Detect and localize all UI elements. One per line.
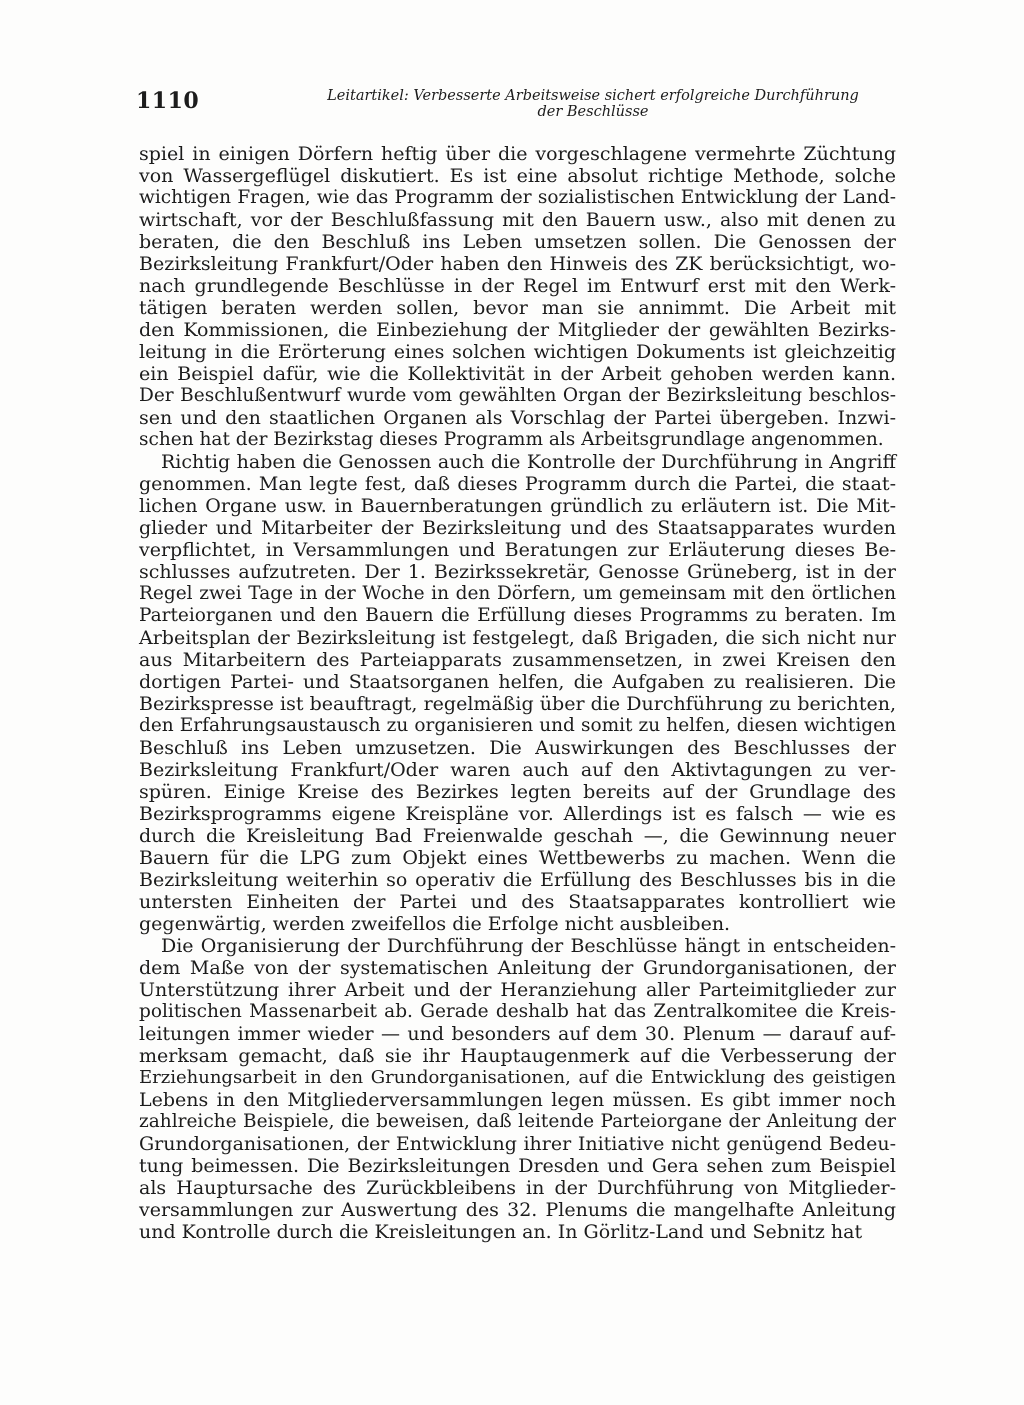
text-line: schlusses aufzutreten. Der 1. Bezirkssekretär, Genosse Grüneberg, ist in der	[139, 561, 896, 583]
text-line: merksam gemacht, daß sie ihr Hauptaugenmerk auf die Verbesserung der	[139, 1045, 896, 1067]
text-line: Bezirksleitung weiterhin so operativ die Erfüllung des Beschlusses bis in die	[139, 869, 896, 891]
running-head	[290, 88, 896, 120]
text-line: Beschluß ins Leben umzusetzen. Die Auswirkungen des Beschlusses der	[139, 737, 896, 759]
text-line: glieder und Mitarbeiter der Bezirksleitung und des Staatsapparates wurden	[139, 517, 896, 539]
text-line: untersten Einheiten der Partei und des Staatsapparates kontrolliert wie	[139, 891, 896, 913]
text-line: dortigen Partei- und Staatsorganen helfen, die Aufgaben zu realisieren. Die	[139, 671, 896, 693]
text-line: durch die Kreisleitung Bad Freienwalde geschah —, die Gewinnung neuer	[139, 825, 896, 847]
text-line: versammlungen zur Auswertung des 32. Plenums die mangelhafte Anleitung	[139, 1199, 896, 1221]
text-line: sen und den staatlichen Organen als Vorschlag der Partei übergeben. Inzwi-	[139, 407, 896, 429]
paragraph	[139, 451, 896, 935]
text-line: zahlreiche Beispiele, die beweisen, daß leitende Parteiorgane der Anleitung der	[139, 1111, 896, 1132]
text-line: Bezirkspresse ist beauftragt, regelmäßig über die Durchführung zu berichten,	[139, 693, 896, 715]
text-line: leitung in die Erörterung eines solchen wichtigen Dokuments ist gleichzeitig	[139, 341, 896, 363]
text-line: Grundorganisationen, der Entwicklung ihrer Initiative nicht genügend Bedeu-	[139, 1133, 896, 1155]
text-line: spiel in einigen Dörfern heftig über die vorgeschlagene vermehrte Züchtung	[139, 143, 896, 165]
text-line: Lebens in den Mitgliederversammlungen legen müssen. Es gibt immer noch	[139, 1089, 896, 1111]
text-line: aus Mitarbeitern des Parteiapparats zusammensetzen, in zwei Kreisen den	[139, 649, 896, 671]
paragraph	[139, 935, 896, 1243]
paragraph	[139, 143, 896, 451]
text-line: spüren. Einige Kreise des Bezirkes legten bereits auf der Grundlage des	[139, 781, 896, 803]
text-line: Bezirksleitung Frankfurt/Oder haben den Hinweis des ZK berücksichtigt, wo-	[139, 253, 896, 275]
text-line: nach grundlegende Beschlüsse in der Regel im Entwurf erst mit den Werk-	[139, 275, 896, 297]
text-line: leitungen immer wieder — und besonders auf dem 30. Plenum — darauf auf-	[139, 1023, 896, 1045]
text-line: tätigen beraten werden sollen, bevor man sie annimmt. Die Arbeit mit	[139, 297, 896, 319]
text-line: gegenwärtig, werden zweifellos die Erfolge nicht ausbleiben.	[139, 913, 731, 935]
text-line: Regel zwei Tage in der Woche in den Dörfern, um gemeinsam mit den örtlichen	[139, 583, 896, 604]
text-line: ein Beispiel dafür, wie die Kollektivität in der Arbeit gehoben werden kann.	[139, 363, 896, 385]
text-line: verpflichtet, in Versammlungen und Beratungen zur Erläuterung dieses Be-	[139, 539, 896, 561]
text-line: Erziehungsarbeit in den Grundorganisationen, auf die Entwicklung des geistigen	[139, 1067, 896, 1088]
text-line: Unterstützung ihrer Arbeit und der Heranziehung aller Parteimitglieder zur	[139, 979, 896, 1001]
text-line: Arbeitsplan der Bezirksleitung ist festgelegt, daß Brigaden, die sich nicht nur	[139, 627, 896, 649]
text-line: und Kontrolle durch die Kreisleitungen an. In Görlitz-Land und Sebnitz hat	[139, 1221, 863, 1243]
text-line: Die Organisierung der Durchführung der Beschlüsse hängt in entscheiden-	[161, 935, 896, 957]
page-number: 1110	[136, 88, 200, 114]
text-line: genommen. Man legte fest, daß dieses Programm durch die Partei, die staat-	[139, 473, 896, 495]
text-line: Bezirksprogramms eigene Kreispläne vor. Allerdings ist es falsch — wie es	[139, 803, 896, 825]
text-line: von Wassergeflügel diskutiert. Es ist eine absolut richtige Methode, solche	[139, 165, 896, 187]
text-line: den Erfahrungsaustausch zu organisieren und somit zu helfen, diesen wichtigen	[139, 715, 896, 736]
running-head-line: der Beschlüsse	[537, 104, 649, 120]
text-line: lichen Organe usw. in Bauernberatungen gründlich zu erläutern ist. Die Mit-	[139, 495, 896, 517]
text-line: wichtigen Fragen, wie das Programm der sozialistischen Entwicklung der Land-	[139, 187, 896, 208]
article-body	[139, 143, 896, 1243]
running-head-line: Leitartikel: Verbesserte Arbeitsweise sichert erfolgreiche Durchführung	[327, 88, 859, 104]
text-line: schen hat der Bezirkstag dieses Programm als Arbeitsgrundlage angenommen.	[139, 429, 884, 450]
text-line: dem Maße von der systematischen Anleitung der Grundorganisationen, der	[139, 957, 896, 979]
text-line: als Hauptursache des Zurückbleibens in der Durchführung von Mitglieder-	[139, 1177, 896, 1199]
text-line: wirtschaft, vor der Beschlußfassung mit den Bauern usw., also mit denen zu	[139, 209, 896, 231]
text-line: Parteiorganen und den Bauern die Erfüllung dieses Programms zu beraten. Im	[139, 605, 896, 626]
text-line: Richtig haben die Genossen auch die Kontrolle der Durchführung in Angriff	[161, 451, 896, 473]
text-line: Bezirksleitung Frankfurt/Oder waren auch auf den Aktivtagungen zu ver-	[139, 759, 896, 781]
text-line: den Kommissionen, die Einbeziehung der Mitglieder der gewählten Bezirks-	[139, 319, 896, 341]
text-line: tung beimessen. Die Bezirksleitungen Dresden und Gera sehen zum Beispiel	[139, 1155, 896, 1177]
text-line: Bauern für die LPG zum Objekt eines Wettbewerbs zu machen. Wenn die	[139, 847, 896, 869]
text-line: Der Beschlußentwurf wurde vom gewählten Organ der Bezirksleitung beschlos-	[139, 385, 896, 406]
text-line: politischen Massenarbeit ab. Gerade deshalb hat das Zentralkomitee die Kreis-	[139, 1001, 896, 1022]
text-line: beraten, die den Beschluß ins Leben umsetzen sollen. Die Genossen der	[139, 231, 896, 253]
